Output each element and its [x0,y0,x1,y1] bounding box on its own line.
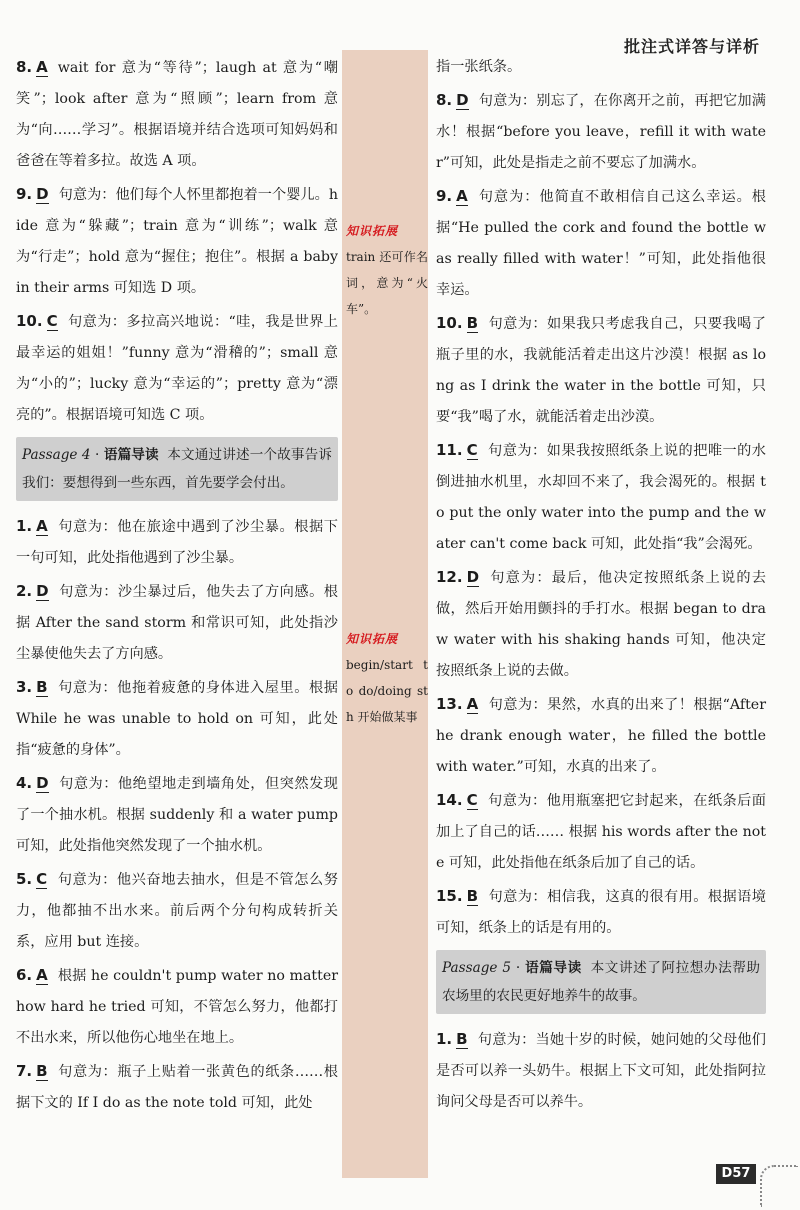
answer-item [436,52,766,83]
passage-summary: 本文通过讲述一个故事告诉我们：要想得到一些东西，首先要学会付出。 [22,447,332,491]
answer-item [436,181,766,306]
page-header-title: 批注式详答与详析 [623,37,760,56]
question-number: 10. [16,312,43,330]
right-column [436,52,766,1120]
answer-choice: B [466,314,479,332]
explanation-text: wait for 意为“等待”；laugh at 意为“嘲笑”；look after 意为“照顾”；learn from 意为“向……学习”。根据语境并结合选项可知妈妈和爸爸在等着多拉。故选 A 项。 [16,60,338,169]
answer-item [16,864,338,958]
answer-choice: A [36,517,48,535]
answer-choice: C [466,791,478,809]
explanation-text: 句意为：果然，水真的出来了！根据“After he drank enough water，he filled the bottle with water.”可知，水真的出来了。 [436,697,766,775]
question-number: 9. [436,187,453,205]
answer-choice: C [466,441,478,459]
explanation-text: 句意为：如果我只考虑我自己，只要我喝了瓶子里的水，我就能活着走出这片沙漠！根据 as long as I drink the water in the bottle 可知，只要“我”喝了水，就能活着走出沙漠。 [436,316,766,425]
knowledge-note-title: 知识拓展 [346,632,399,646]
answer-item [16,179,338,304]
question-number: 1. [436,1030,453,1048]
knowledge-note [346,626,428,730]
knowledge-note-text: train 还可作名词，意为“火车”。 [346,250,428,316]
question-number: 8. [16,58,33,76]
explanation-text: 指一张纸条。 [436,59,522,75]
answer-item [436,85,766,179]
answer-item [16,1056,338,1119]
answer-choice: A [456,187,468,205]
knowledge-note-title: 知识拓展 [346,224,399,238]
answer-choice: B [36,1062,48,1080]
explanation-text: 句意为：多拉高兴地说：“哇，我是世界上最幸运的姐姐！”funny 意为“滑稽的”；small 意为“小的”；lucky 意为“幸运的”；pretty 意为“漂亮的”。根据语境可知选 C 项。 [16,314,338,423]
answer-choice: D [466,568,480,586]
question-number: 13. [436,695,463,713]
explanation-text: 句意为：瓶子上贴着一张黄色的纸条……根据下文的 If I do as the note told 可知，此处 [16,1064,338,1111]
page-number: D57 [716,1164,756,1184]
answer-item [16,511,338,574]
question-number: 1. [16,517,33,535]
question-number: 12. [436,568,463,586]
question-number: 6. [16,966,33,984]
question-number: 11. [436,441,463,459]
answer-item [436,785,766,879]
explanation-text: 句意为：沙尘暴过后，他失去了方向感。根据 After the sand storm 和常识可知，此处指沙尘暴使他失去了方向感。 [16,584,338,662]
answer-item [16,576,338,670]
question-number: 14. [436,791,463,809]
explanation-text: 句意为：他简直不敢相信自己这么幸运。根据“He pulled the cork and found the bottle was really filled with water！”可知，此处指他很幸运。 [436,189,766,298]
answer-choice: C [46,312,58,330]
explanation-text: 句意为：相信我，这真的很有用。根据语境可知，纸条上的话是有用的。 [436,889,766,936]
answer-item [436,881,766,944]
answer-choice: A [36,966,48,984]
question-number: 8. [436,91,453,109]
answer-choice: D [36,774,49,792]
answer-item [16,672,338,766]
explanation-text: 句意为：他用瓶塞把它封起来，在纸条后面加上了自己的话…… 根据 his words after the note 可知，此处指他在纸条后加了自己的话。 [436,793,766,871]
explanation-text: 句意为：最后，他决定按照纸条上说的去做，然后开始用颤抖的手打水。根据 began to draw water with his shaking hands 可知，他决定按照纸条上说的去做。 [436,570,766,679]
explanation-text: 句意为：别忘了，在你离开之前，再把它加满水！根据“before you leave，refill it with water”可知，此处是指走之前不要忘了加满水。 [436,93,766,171]
answer-choice: B [466,887,479,905]
explanation-text: 句意为：他拖着疲惫的身体进入屋里。根据 While he was unable to hold on 可知，此处指“疲惫的身体”。 [16,680,338,758]
question-number: 3. [16,678,33,696]
answer-choice: A [466,695,479,713]
answer-item [16,768,338,862]
answer-choice: D [36,185,49,203]
answer-item [16,960,338,1054]
question-number: 2. [16,582,33,600]
explanation-text: 句意为：如果我按照纸条上说的把唯一的水倒进抽水机里，水却回不来了，我会渴死的。根据 to put the only water into the pump and the water can't come back 可知，此处指“我”会渴死。 [436,443,766,552]
left-column [16,52,338,1121]
question-number: 15. [436,887,463,905]
answer-item [436,308,766,433]
passage-label: Passage 5 [442,960,511,976]
answer-item [436,562,766,687]
passage-summary: 本文讲述了阿拉想办法帮助农场里的农民更好地养牛的故事。 [442,960,760,1004]
answer-item [16,306,338,431]
question-number: 9. [16,185,33,203]
answer-choice: B [36,678,48,696]
answer-item [436,689,766,783]
answer-choice: C [36,870,48,888]
question-number: 4. [16,774,33,792]
corner-decoration [760,1165,798,1207]
passage-5-intro: Passage 5 · 语篇导读 本文讲述了阿拉想办法帮助农场里的农民更好地养牛的故事。 [436,950,766,1014]
answer-choice: A [36,58,48,76]
explanation-text: 句意为：他兴奋地去抽水，但是不管怎么努力，他都抽不出水来。前后两个分句构成转折关系，应用 but 连接。 [16,872,338,950]
question-number: 7. [16,1062,33,1080]
explanation-text: 句意为：他在旅途中遇到了沙尘暴。根据下一句可知，此处指他遇到了沙尘暴。 [16,519,338,566]
passage-4-intro: Passage 4 · 语篇导读 本文通过讲述一个故事告诉我们：要想得到一些东西，首先要学会付出。 [16,437,338,501]
explanation-text: 句意为：当她十岁的时候，她问她的父母他们是否可以养一头奶牛。根据上下文可知，此处指阿拉询问父母是否可以养牛。 [436,1032,766,1110]
knowledge-note [346,218,428,322]
answer-choice: B [456,1030,468,1048]
explanation-text: 根据 he couldn't pump water no matter how hard he tried 可知，不管怎么努力，他都打不出水来，所以他伤心地坐在地上。 [16,968,338,1046]
answer-item [16,52,338,177]
passage-tag: 语篇导读 [103,447,159,463]
answer-item [436,1024,766,1118]
explanation-text: 句意为：他们每个人怀里都抱着一个婴儿。hide 意为“躲藏”；train 意为“训练”；walk 意为“行走”；hold 意为“握住；抱住”。根据 a baby in their arms 可知选 D 项。 [16,187,338,296]
passage-label: Passage 4 [22,447,91,463]
answer-choice: D [36,582,49,600]
explanation-text: 句意为：他绝望地走到墙角处，但突然发现了一个抽水机。根据 suddenly 和 a water pump 可知，此处指他突然发现了一个抽水机。 [16,776,338,854]
answer-choice: D [456,91,469,109]
question-number: 10. [436,314,463,332]
answer-item [436,435,766,560]
knowledge-note-text: begin/start to do/doing sth 开始做某事 [346,658,428,724]
passage-tag: 语篇导读 [525,960,582,976]
question-number: 5. [16,870,33,888]
